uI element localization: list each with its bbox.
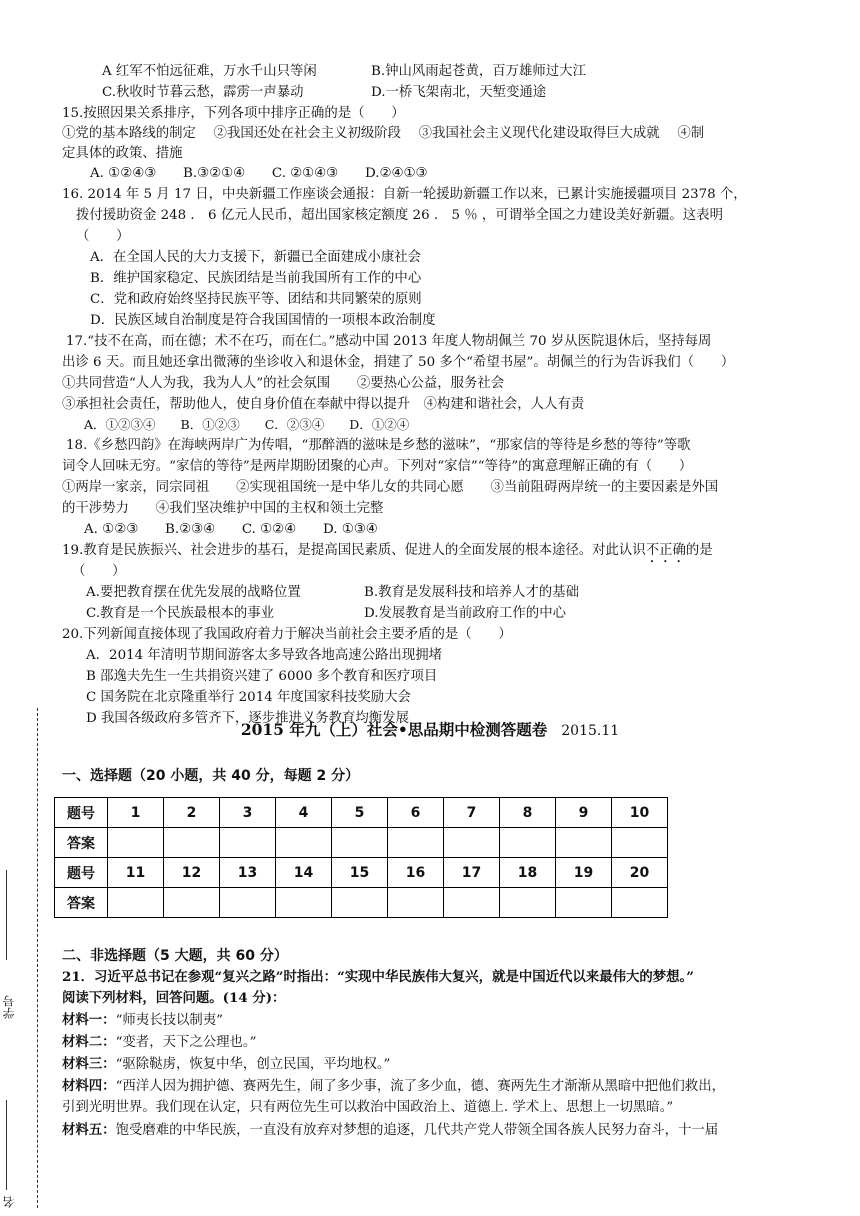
- question-number: 15: [332, 858, 388, 888]
- q17-line3: ①共同营造“人人为我，我为人人”的社会氛围 ②要热心公益，服务社会: [62, 376, 505, 391]
- question-number: 1: [108, 798, 164, 828]
- q16-line1: 16. 2014 年 5 月 17 日，中央新疆工作座谈会通报：自新一轮援助新疆工作以来，已累计实施援疆项目 2378 个，: [62, 187, 747, 202]
- q19-line1-pre: 19.教育是民族振兴、社会进步的基石，是提高国民素质、促进人的全面发展的根本途径。对此认识: [62, 543, 646, 558]
- answer-cell[interactable]: [276, 828, 332, 858]
- q16-option-b: B．维护国家稳定、民族团结是当前我国所有工作的中心: [90, 271, 422, 286]
- q20-option-b: B 邵逸夫先生一生共捐资兴建了 6000 多个教育和医疗项目: [86, 669, 438, 684]
- q16-option-d: D．民族区域自治制度是符合我国国情的一项根本政治制度: [90, 313, 436, 328]
- q19-option-c: C.教育是一个民族最根本的事业: [86, 606, 275, 621]
- q18-line2: 词令人回味无穷。“家信的等待”是两岸期盼团聚的心声。下列对“家信”“等待”的寓意理解正确的有（ ）: [62, 459, 693, 474]
- question-number: 18: [500, 858, 556, 888]
- answer-cell[interactable]: [164, 828, 220, 858]
- q14-option-a: A 红军不怕远征难，万水千山只等闲: [102, 64, 317, 79]
- question-number: 4: [276, 798, 332, 828]
- q17-line4: ③承担社会责任，帮助他人，使自身价值在奉献中得以提升 ④构建和谐社会，人人有责: [62, 397, 585, 412]
- q17-line1: 17.“技不在高，而在德；术不在巧，而在仁。”感动中国 2013 年度人物胡佩兰 70 岁从医院退休后，坚持每周: [66, 334, 712, 349]
- question-number: 11: [108, 858, 164, 888]
- question-number: 20: [612, 858, 668, 888]
- q18-options: A. ①②③ B.②③④ C. ①②④ D. ①③④: [84, 522, 378, 537]
- q18-line3: ①两岸一家亲，同宗同祖 ②实现祖国统一是中华儿女的共同心愿 ③当前阻碍两岸统一的主要因素是外国: [62, 480, 719, 495]
- material-2: [62, 1032, 256, 1053]
- q19-option-b: B.教育是发展科技和培养人才的基础: [364, 585, 579, 600]
- material-3: [62, 1054, 390, 1075]
- question-number: 3: [220, 798, 276, 828]
- row-header: 题号: [55, 858, 108, 888]
- material-4-label: 材料四：: [62, 1078, 116, 1094]
- question-number: 19: [556, 858, 612, 888]
- q17-options: A．①②③④ B．①②③ C．②③④ D．①②④: [84, 417, 410, 432]
- table-row: [55, 798, 668, 828]
- material-1-text: “师夷长技以制夷”: [115, 1013, 223, 1028]
- material-3-label: 材料三：: [62, 1056, 116, 1072]
- question-number: 13: [220, 858, 276, 888]
- student-id-line: [6, 870, 7, 960]
- q20-option-d: D 我国各级政府多管齐下，逐步推进义务教育均衡发展: [86, 711, 409, 726]
- material-1-label: 材料一：: [62, 1012, 116, 1028]
- material-3-text: “驱除鞑虏，恢复中华，创立民国，平均地权。”: [115, 1057, 391, 1072]
- section1-heading: 一、选择题（20 小题，共 40 分，每题 2 分）: [62, 768, 360, 784]
- material-5-label: 材料五：: [62, 1122, 116, 1138]
- answer-cell[interactable]: [556, 888, 612, 918]
- answer-cell[interactable]: [444, 888, 500, 918]
- material-4-line2: 引到光明世界。我们现在认定，只有两位先生可以救治中国政治上、道德上. 学术上、思想上一切黑暗。”: [62, 1100, 674, 1115]
- answer-cell[interactable]: [108, 828, 164, 858]
- q16-option-a: A．在全国人民的大力支援下，新疆已全面建成小康社会: [90, 250, 422, 265]
- question-number: 14: [276, 858, 332, 888]
- q15-options: A. ①②④③ B.③②①④ C. ②①④③ D.②④①③: [90, 166, 428, 181]
- q19-emphasis: 不正确: [645, 543, 686, 558]
- name-line: [6, 1100, 7, 1190]
- q17-line2: 出诊 6 天。而且她还拿出微薄的坐诊收入和退休金，捐建了 50 多个“希望书屋”。胡佩兰的行为告诉我们（ ）: [62, 355, 735, 370]
- name-label: 名: [2, 1196, 16, 1208]
- q18-line4: 的干涉势力 ④我们坚决维护中国的主权和领土完整: [62, 501, 384, 516]
- q16-line3: （ ）: [76, 229, 130, 244]
- question-number: 17: [444, 858, 500, 888]
- answer-sheet-title-text: 2015 年九（上）社会•思品期中检测答题卷: [240, 720, 548, 739]
- answer-cell[interactable]: [612, 888, 668, 918]
- material-5: [62, 1120, 718, 1141]
- answer-cell[interactable]: [556, 828, 612, 858]
- answer-cell[interactable]: [444, 828, 500, 858]
- answer-cell[interactable]: [388, 828, 444, 858]
- material-2-text: “变者，天下之公理也。”: [115, 1035, 257, 1050]
- answer-cell[interactable]: [388, 888, 444, 918]
- answer-cell[interactable]: [220, 888, 276, 918]
- q19-line2: （ ）: [72, 564, 126, 579]
- q14-option-c: C.秋收时节暮云愁，霹雳一声暴动: [102, 85, 304, 100]
- table-row: [55, 888, 668, 918]
- q14-option-b: B.钟山风雨起苍黄，百万雄师过大江: [371, 64, 586, 79]
- table-row: [55, 828, 668, 858]
- answer-cell[interactable]: [612, 828, 668, 858]
- question-number: 10: [612, 798, 668, 828]
- binding-dashed-line: [37, 708, 38, 1208]
- answer-cell[interactable]: [220, 828, 276, 858]
- table-row: [55, 858, 668, 888]
- section2-heading: 二、非选择题（5 大题，共 60 分）: [62, 948, 288, 964]
- q21-line1: 21．习近平总书记在参观“复兴之路”时指出：“实现中华民族伟大复兴，就是中国近代以来最伟大的梦想。”: [62, 969, 694, 985]
- material-4: [62, 1076, 725, 1097]
- q18-line1: 18.《乡愁四韵》在海峡两岸广为传唱，“那醉酒的滋味是乡愁的滋味”，“那家信的等待是乡愁的等待”等歌: [66, 438, 691, 453]
- row-header: 题号: [55, 798, 108, 828]
- q20-option-a: A．2014 年清明节期间游客太多导致各地高速公路出现拥堵: [86, 648, 442, 663]
- q14-option-d: D.一桥飞架南北，天堑变通途: [371, 85, 547, 100]
- q19-line1: [62, 541, 713, 566]
- material-1: [62, 1010, 223, 1031]
- answer-grid: [54, 797, 668, 918]
- question-number: 2: [164, 798, 220, 828]
- question-number: 5: [332, 798, 388, 828]
- q15-items-line2: 定具体的政策、措施: [62, 146, 183, 161]
- answer-header: 答案: [55, 828, 108, 858]
- question-number: 12: [164, 858, 220, 888]
- q15-stem: 15.按照因果关系排序，下列各项中排序正确的是（ ）: [62, 106, 405, 121]
- answer-cell[interactable]: [500, 888, 556, 918]
- material-4-text: “西洋人因为拥护德、赛两先生，闹了多少事，流了多少血，德、赛两先生才渐渐从黑暗中把他们救出，: [115, 1079, 725, 1094]
- question-number: 6: [388, 798, 444, 828]
- q15-items-line1: ①党的基本路线的制定 ②我国还处在社会主义初级阶段 ③我国社会主义现代化建设取得巨大成就 ④制: [62, 126, 705, 141]
- question-number: 16: [388, 858, 444, 888]
- q16-line2: 拨付援助资金 248 ． 6 亿元人民币，超出国家核定额度 26 ． 5 ％ ，可谓举全国之力建设美好新疆。这表明: [76, 208, 723, 223]
- q19-option-a: A.要把教育摆在优先发展的战略位置: [86, 585, 301, 600]
- question-number: 7: [444, 798, 500, 828]
- answer-cell[interactable]: [108, 888, 164, 918]
- q19-line1-post: 的是: [685, 543, 713, 558]
- q21-line2: 阅读下列材料，回答问题。(14 分)：: [62, 990, 286, 1006]
- q20-stem: 20.下列新闻直接体现了我国政府着力于解决当前社会主要矛盾的是（ ）: [62, 627, 512, 642]
- answer-cell[interactable]: [332, 828, 388, 858]
- material-5-text: 饱受磨难的中华民族，一直没有放弃对梦想的追逐，几代共产党人带领全国各族人民努力奋斗，十一届: [115, 1123, 719, 1138]
- q19-option-d: D.发展教育是当前政府工作的中心: [364, 606, 566, 621]
- answer-cell[interactable]: [276, 888, 332, 918]
- answer-cell[interactable]: [500, 828, 556, 858]
- material-2-label: 材料二：: [62, 1034, 116, 1050]
- q16-option-c: C．党和政府始终坚持民族平等、团结和共同繁荣的原则: [90, 292, 422, 307]
- answer-cell[interactable]: [164, 888, 220, 918]
- answer-header: 答案: [55, 888, 108, 918]
- answer-sheet-title: [0, 718, 860, 740]
- answer-cell[interactable]: [332, 888, 388, 918]
- student-id-label: 学号: [2, 995, 16, 1019]
- question-number: 9: [556, 798, 612, 828]
- question-number: 8: [500, 798, 556, 828]
- answer-sheet-date: 2015.11: [561, 723, 620, 739]
- q20-option-c: C 国务院在北京隆重举行 2014 年度国家科技奖励大会: [86, 690, 411, 705]
